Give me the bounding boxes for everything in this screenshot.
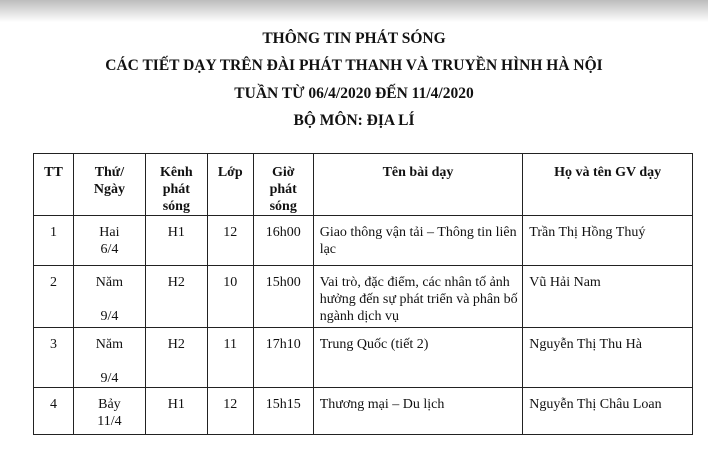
doc-subtitle: CÁC TIẾT DẠY TRÊN ĐÀI PHÁT THANH VÀ TRUYỀN HÌNH HÀ NỘI — [105, 57, 603, 74]
cell-lesson: Thương mại – Du lịch — [313, 388, 523, 435]
cell-day: Hai 6/4 — [73, 216, 145, 266]
cell-day: Năm 9/4 — [73, 266, 145, 328]
table-row — [34, 266, 693, 328]
cell-tt: 3 — [34, 328, 74, 388]
cell-teacher: Trần Thị Hồng Thuý — [523, 216, 693, 266]
cell-grade: 11 — [207, 328, 253, 388]
doc-title: THÔNG TIN PHÁT SÓNG — [262, 30, 446, 47]
cell-lesson: Trung Quốc (tiết 2) — [313, 328, 523, 388]
cell-grade: 10 — [207, 266, 253, 328]
cell-tt: 4 — [34, 388, 74, 435]
table-header-row — [34, 154, 693, 216]
cell-channel: H1 — [145, 216, 207, 266]
col-header-teacher: Họ và tên GV dạy — [523, 154, 693, 216]
cell-time: 15h00 — [253, 266, 313, 328]
cell-channel: H2 — [145, 328, 207, 388]
col-header-lesson: Tên bài dạy — [313, 154, 523, 216]
cell-lesson: Vai trò, đặc điểm, các nhân tố ảnh hưởng đến sự phát triển và phân bố ngành dịch vụ — [313, 266, 523, 328]
doc-subject: BỘ MÔN: ĐỊA LÍ — [293, 112, 415, 129]
cell-teacher: Nguyễn Thị Châu Loan — [523, 388, 693, 435]
col-header-tt: TT — [34, 154, 74, 216]
cell-grade: 12 — [207, 216, 253, 266]
cell-time: 15h15 — [253, 388, 313, 435]
col-header-time: Giờ phát sóng — [253, 154, 313, 216]
cell-day: Bảy 11/4 — [73, 388, 145, 435]
table-row — [34, 216, 693, 266]
doc-week: TUẦN TỪ 06/4/2020 ĐẾN 11/4/2020 — [234, 85, 474, 102]
cell-channel: H1 — [145, 388, 207, 435]
cell-time: 17h10 — [253, 328, 313, 388]
top-shadow — [0, 0, 708, 22]
cell-tt: 2 — [34, 266, 74, 328]
col-header-grade: Lớp — [207, 154, 253, 216]
cell-teacher: Vũ Hải Nam — [523, 266, 693, 328]
table-row — [34, 328, 693, 388]
cell-channel: H2 — [145, 266, 207, 328]
broadcast-schedule-table — [33, 153, 693, 435]
cell-teacher: Nguyễn Thị Thu Hà — [523, 328, 693, 388]
cell-time: 16h00 — [253, 216, 313, 266]
cell-lesson: Giao thông vận tải – Thông tin liên lạc — [313, 216, 523, 266]
cell-day: Năm 9/4 — [73, 328, 145, 388]
cell-grade: 12 — [207, 388, 253, 435]
col-header-channel: Kênh phát sóng — [145, 154, 207, 216]
col-header-day: Thứ/ Ngày — [73, 154, 145, 216]
table-row — [34, 388, 693, 435]
cell-tt: 1 — [34, 216, 74, 266]
